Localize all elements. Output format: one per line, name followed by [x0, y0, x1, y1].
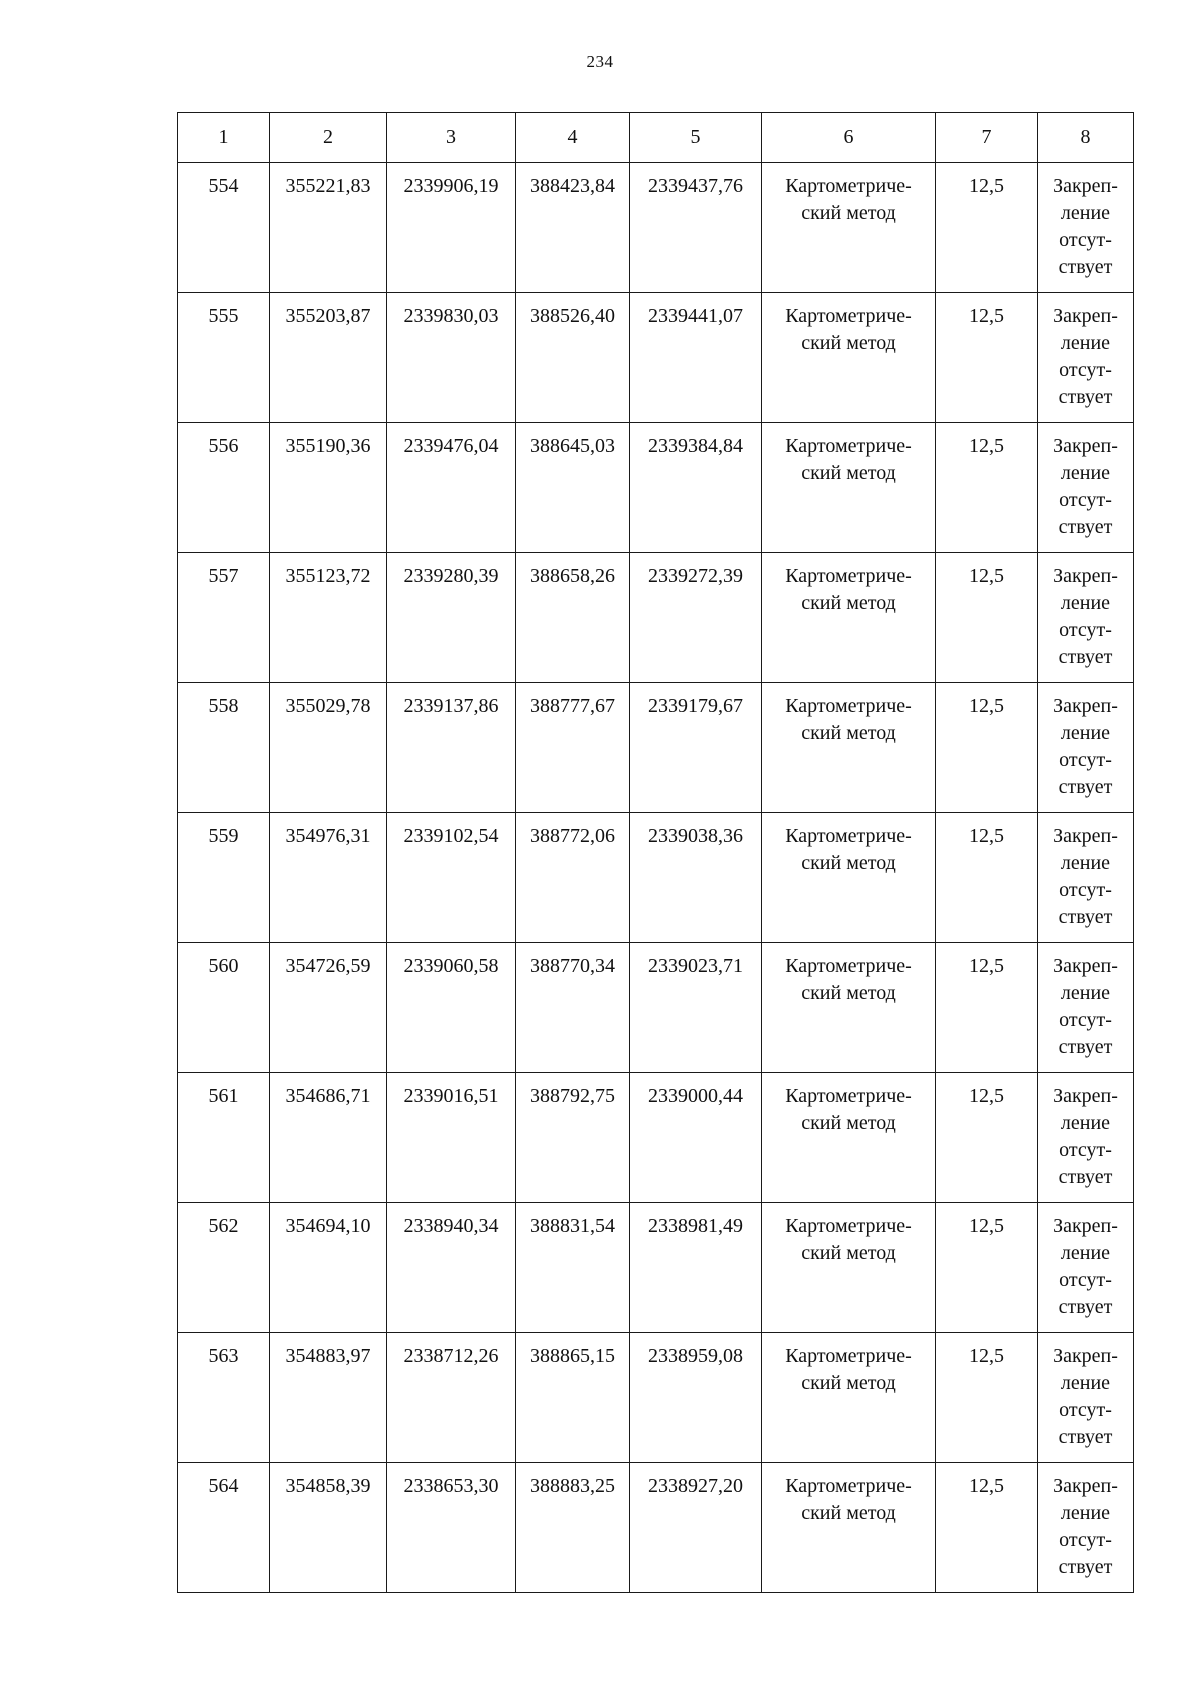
coordinate-cell: 388772,06	[516, 813, 630, 943]
fixation-cell	[1038, 1463, 1134, 1593]
table-header-row	[178, 113, 1134, 163]
coordinate-cell: 2339102,54	[387, 813, 516, 943]
method-text-line: ский метод	[801, 1242, 896, 1264]
accuracy-cell: 12,5	[936, 1333, 1038, 1463]
coordinate-cell: 354686,71	[270, 1073, 387, 1203]
method-cell	[762, 943, 936, 1073]
fixation-text-line: ствует	[1058, 386, 1113, 408]
coordinates-table	[177, 112, 1134, 1593]
method-text-line: ский метод	[801, 1502, 896, 1524]
fixation-cell	[1038, 293, 1134, 423]
header-cell: 1	[178, 113, 270, 163]
accuracy-cell: 12,5	[936, 813, 1038, 943]
method-text-line: Картометриче-	[785, 435, 912, 457]
page-number: 234	[586, 52, 614, 71]
method-text-line: ский метод	[801, 592, 896, 614]
coordinate-cell: 388423,84	[516, 163, 630, 293]
coordinate-cell: 354858,39	[270, 1463, 387, 1593]
fixation-cell	[1038, 163, 1134, 293]
fixation-text-line: отсут-	[1059, 619, 1112, 641]
fixation-text-line: ствует	[1058, 1556, 1113, 1578]
fixation-text-line: ление	[1060, 1242, 1111, 1264]
fixation-text-line: Закреп-	[1053, 305, 1118, 327]
fixation-text-line: ление	[1060, 592, 1111, 614]
coordinate-cell: 388865,15	[516, 1333, 630, 1463]
coordinate-cell: 2339137,86	[387, 683, 516, 813]
method-cell	[762, 163, 936, 293]
coordinate-cell: 2339023,71	[630, 943, 762, 1073]
coordinate-cell: 2339000,44	[630, 1073, 762, 1203]
fixation-text-line: отсут-	[1059, 1139, 1112, 1161]
accuracy-cell: 12,5	[936, 423, 1038, 553]
fixation-text-line: Закреп-	[1053, 1345, 1118, 1367]
fixation-text-line: ствует	[1058, 776, 1113, 798]
fixation-text-line: Закреп-	[1053, 695, 1118, 717]
coordinate-cell: 354726,59	[270, 943, 387, 1073]
method-cell	[762, 1463, 936, 1593]
fixation-text-line: ление	[1060, 1372, 1111, 1394]
table-row	[178, 1073, 1134, 1203]
method-text-line: ский метод	[801, 1372, 896, 1394]
fixation-cell	[1038, 553, 1134, 683]
method-text-line: ский метод	[801, 852, 896, 874]
accuracy-cell: 12,5	[936, 1073, 1038, 1203]
method-cell	[762, 683, 936, 813]
coordinate-cell: 2338940,34	[387, 1203, 516, 1333]
header-cell: 4	[516, 113, 630, 163]
fixation-cell	[1038, 1203, 1134, 1333]
coordinate-cell: 2338959,08	[630, 1333, 762, 1463]
coordinate-cell: 388777,67	[516, 683, 630, 813]
method-text-line: Картометриче-	[785, 565, 912, 587]
method-cell	[762, 1073, 936, 1203]
fixation-text-line: отсут-	[1059, 1269, 1112, 1291]
accuracy-cell: 12,5	[936, 683, 1038, 813]
coordinate-cell: 2339038,36	[630, 813, 762, 943]
method-text-line: ский метод	[801, 462, 896, 484]
table-row	[178, 683, 1134, 813]
fixation-text-line: Закреп-	[1053, 435, 1118, 457]
fixation-text-line: ствует	[1058, 1166, 1113, 1188]
fixation-cell	[1038, 1073, 1134, 1203]
fixation-text-line: отсут-	[1059, 1399, 1112, 1421]
table-row	[178, 423, 1134, 553]
coordinate-cell: 2339384,84	[630, 423, 762, 553]
fixation-text-line: ление	[1060, 852, 1111, 874]
method-text-line: Картометриче-	[785, 695, 912, 717]
method-text-line: Картометриче-	[785, 175, 912, 197]
coordinate-cell: 2339060,58	[387, 943, 516, 1073]
coordinate-cell: 2338927,20	[630, 1463, 762, 1593]
method-cell	[762, 1333, 936, 1463]
method-text-line: ский метод	[801, 982, 896, 1004]
fixation-text-line: ствует	[1058, 1426, 1113, 1448]
coordinate-cell: 2338981,49	[630, 1203, 762, 1333]
point-number-cell: 556	[178, 423, 270, 553]
method-text-line: ский метод	[801, 1112, 896, 1134]
accuracy-cell: 12,5	[936, 943, 1038, 1073]
fixation-text-line: ление	[1060, 722, 1111, 744]
point-number-cell: 564	[178, 1463, 270, 1593]
coordinate-cell: 2338653,30	[387, 1463, 516, 1593]
fixation-text-line: Закреп-	[1053, 175, 1118, 197]
point-number-cell: 559	[178, 813, 270, 943]
coordinate-cell: 2339441,07	[630, 293, 762, 423]
fixation-text-line: отсут-	[1059, 749, 1112, 771]
fixation-text-line: ствует	[1058, 1296, 1113, 1318]
coordinate-cell: 2339437,76	[630, 163, 762, 293]
fixation-text-line: отсут-	[1059, 879, 1112, 901]
method-text-line: Картометриче-	[785, 305, 912, 327]
table-row	[178, 1203, 1134, 1333]
fixation-text-line: отсут-	[1059, 229, 1112, 251]
point-number-cell: 557	[178, 553, 270, 683]
fixation-text-line: ление	[1060, 462, 1111, 484]
fixation-text-line: ление	[1060, 332, 1111, 354]
coordinate-cell: 2339272,39	[630, 553, 762, 683]
coordinate-cell: 354883,97	[270, 1333, 387, 1463]
header-cell: 2	[270, 113, 387, 163]
coordinate-cell: 2339830,03	[387, 293, 516, 423]
method-cell	[762, 293, 936, 423]
method-text-line: Картометриче-	[785, 955, 912, 977]
fixation-text-line: Закреп-	[1053, 825, 1118, 847]
point-number-cell: 563	[178, 1333, 270, 1463]
fixation-cell	[1038, 813, 1134, 943]
point-number-cell: 558	[178, 683, 270, 813]
header-cell: 7	[936, 113, 1038, 163]
coordinate-cell: 354976,31	[270, 813, 387, 943]
fixation-text-line: ствует	[1058, 1036, 1113, 1058]
method-text-line: Картометриче-	[785, 825, 912, 847]
header-cell: 6	[762, 113, 936, 163]
method-text-line: Картометриче-	[785, 1215, 912, 1237]
coordinate-cell: 2339280,39	[387, 553, 516, 683]
fixation-text-line: ление	[1060, 202, 1111, 224]
coordinate-cell: 355123,72	[270, 553, 387, 683]
method-text-line: ский метод	[801, 202, 896, 224]
coordinate-cell: 355029,78	[270, 683, 387, 813]
coordinate-cell: 388658,26	[516, 553, 630, 683]
table-row	[178, 1333, 1134, 1463]
point-number-cell: 554	[178, 163, 270, 293]
fixation-text-line: отсут-	[1059, 359, 1112, 381]
fixation-text-line: ствует	[1058, 516, 1113, 538]
table-row	[178, 1463, 1134, 1593]
fixation-text-line: отсут-	[1059, 1009, 1112, 1031]
method-text-line: Картометриче-	[785, 1085, 912, 1107]
table-row	[178, 293, 1134, 423]
method-text-line: ский метод	[801, 332, 896, 354]
fixation-text-line: ствует	[1058, 646, 1113, 668]
coordinate-cell: 388883,25	[516, 1463, 630, 1593]
point-number-cell: 555	[178, 293, 270, 423]
coordinate-cell: 2339179,67	[630, 683, 762, 813]
accuracy-cell: 12,5	[936, 163, 1038, 293]
fixation-text-line: ление	[1060, 1112, 1111, 1134]
coordinate-cell: 2339016,51	[387, 1073, 516, 1203]
method-cell	[762, 813, 936, 943]
accuracy-cell: 12,5	[936, 293, 1038, 423]
method-cell	[762, 423, 936, 553]
coordinate-cell: 388645,03	[516, 423, 630, 553]
table-row	[178, 943, 1134, 1073]
coordinate-cell: 388831,54	[516, 1203, 630, 1333]
method-cell	[762, 1203, 936, 1333]
fixation-text-line: ление	[1060, 982, 1111, 1004]
coordinate-cell: 2339906,19	[387, 163, 516, 293]
fixation-cell	[1038, 1333, 1134, 1463]
fixation-text-line: ствует	[1058, 256, 1113, 278]
fixation-text-line: Закреп-	[1053, 1215, 1118, 1237]
fixation-cell	[1038, 943, 1134, 1073]
coordinate-cell: 388792,75	[516, 1073, 630, 1203]
coordinate-cell: 2339476,04	[387, 423, 516, 553]
point-number-cell: 560	[178, 943, 270, 1073]
fixation-cell	[1038, 423, 1134, 553]
fixation-text-line: отсут-	[1059, 1529, 1112, 1551]
coordinate-cell: 355221,83	[270, 163, 387, 293]
coordinate-cell: 355203,87	[270, 293, 387, 423]
header-cell: 8	[1038, 113, 1134, 163]
header-cell: 3	[387, 113, 516, 163]
header-cell: 5	[630, 113, 762, 163]
coordinate-cell: 2338712,26	[387, 1333, 516, 1463]
accuracy-cell: 12,5	[936, 1203, 1038, 1333]
fixation-text-line: Закреп-	[1053, 1085, 1118, 1107]
table-row	[178, 163, 1134, 293]
method-cell	[762, 553, 936, 683]
method-text-line: Картометриче-	[785, 1475, 912, 1497]
accuracy-cell: 12,5	[936, 553, 1038, 683]
table-body	[178, 163, 1134, 1593]
fixation-text-line: Закреп-	[1053, 565, 1118, 587]
fixation-text-line: ствует	[1058, 906, 1113, 928]
fixation-text-line: ление	[1060, 1502, 1111, 1524]
table-row	[178, 813, 1134, 943]
point-number-cell: 561	[178, 1073, 270, 1203]
coordinate-cell: 388770,34	[516, 943, 630, 1073]
fixation-cell	[1038, 683, 1134, 813]
accuracy-cell: 12,5	[936, 1463, 1038, 1593]
fixation-text-line: отсут-	[1059, 489, 1112, 511]
method-text-line: Картометриче-	[785, 1345, 912, 1367]
point-number-cell: 562	[178, 1203, 270, 1333]
method-text-line: ский метод	[801, 722, 896, 744]
coordinate-cell: 355190,36	[270, 423, 387, 553]
fixation-text-line: Закреп-	[1053, 1475, 1118, 1497]
table-row	[178, 553, 1134, 683]
fixation-text-line: Закреп-	[1053, 955, 1118, 977]
coordinate-cell: 354694,10	[270, 1203, 387, 1333]
coordinate-cell: 388526,40	[516, 293, 630, 423]
